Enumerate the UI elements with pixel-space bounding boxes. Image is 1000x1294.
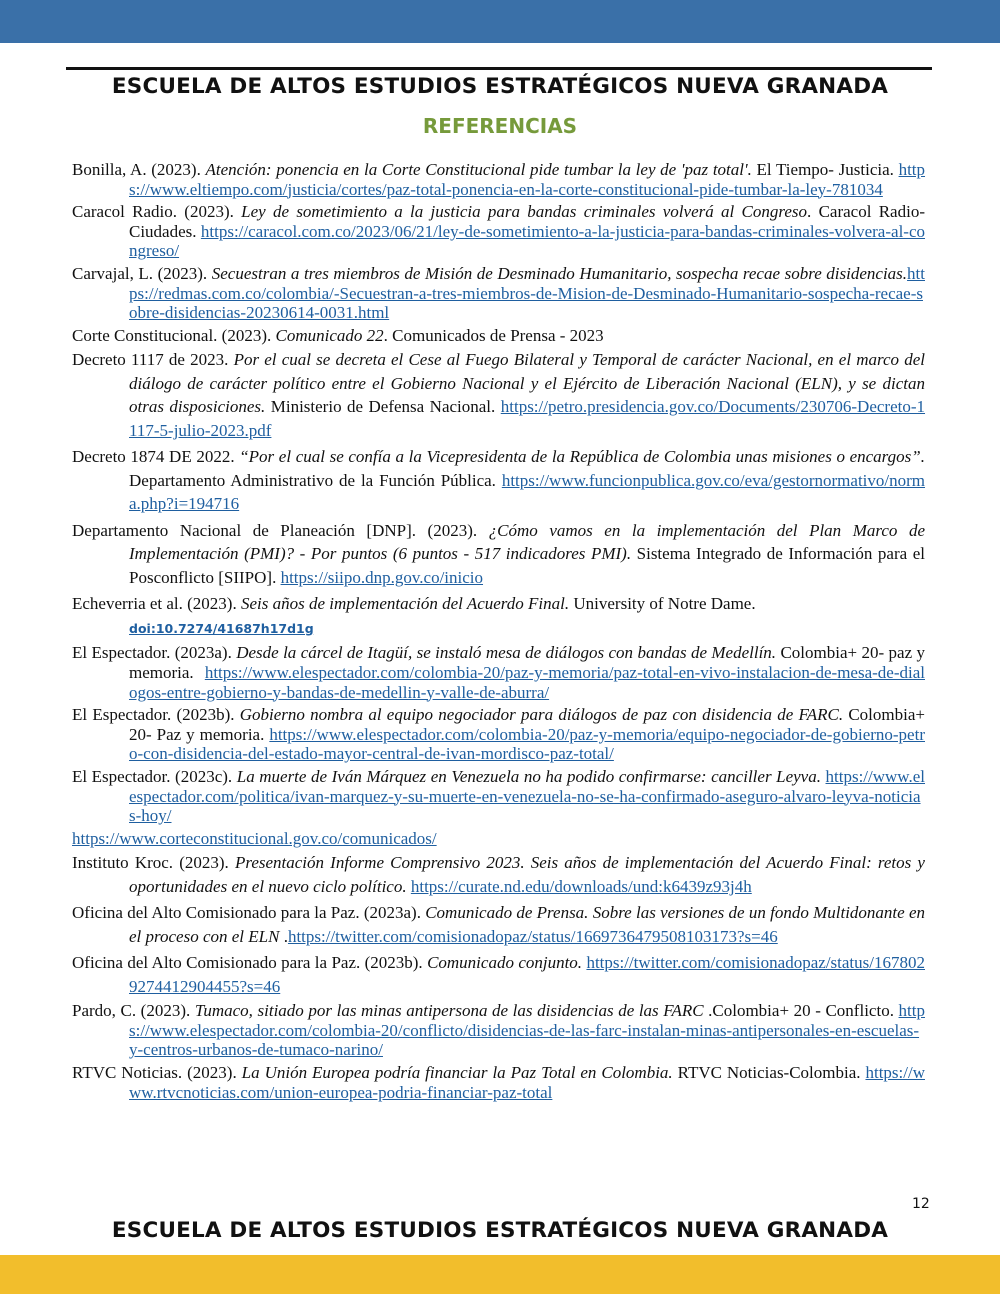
reference-link[interactable]: https://www.elespectador.com/colombia-20/paz-y-memoria/equipo-negociador-de-gobierno-petro-con-disidencia-del-estado-mayor-central-de-ivan-mordisco-paz-total/ [129, 724, 925, 764]
reference-item [72, 901, 925, 948]
reference-author: Oficina del Alto Comisionado para la Paz. (2023a). [72, 903, 426, 923]
reference-title: Desde la cárcel de Itagüí, se instaló mesa de diálogos con bandas de Medellín. [236, 643, 777, 663]
reference-title: La muerte de Iván Márquez en Venezuela no ha podido confirmarse: canciller Leyva. [236, 766, 821, 786]
reference-item [72, 767, 925, 826]
reference-author: Instituto Kroc. (2023). [72, 853, 235, 873]
reference-author: Decreto 1874 DE 2022. [72, 447, 240, 467]
reference-item [72, 348, 925, 442]
standalone-link-line [72, 829, 925, 849]
reference-author: El Espectador. (2023c). [72, 766, 237, 786]
reference-item [72, 445, 925, 516]
reference-title: La Unión Europea podría financiar la Paz Total en Colombia. [241, 1063, 673, 1083]
reference-item [72, 519, 925, 590]
reference-author: Bonilla, A. (2023). [72, 160, 206, 179]
reference-link[interactable]: https://twitter.com/comisionadopaz/status/1678029274412904455?s=46 [129, 953, 925, 996]
reference-link[interactable]: https://redmas.com.co/colombia/-Secuestran-a-tres-miembros-de-Mision-de-Desminado-Humanitario-sospecha-recae-sobre-disidencias-20230614-0031.html [129, 263, 925, 323]
reference-source: .Colombia+ 20 - Conflicto. [703, 1001, 899, 1021]
reference-title: Comunicado 22 [275, 325, 384, 345]
reference-link[interactable]: https://www.rtvcnoticias.com/union-europea-podria-financiar-paz-total [129, 1063, 925, 1102]
footer-title: ESCUELA DE ALTOS ESTUDIOS ESTRATÉGICOS NUEVA GRANADA [111, 1218, 889, 1243]
reference-source: El Tiempo- Justicia. [751, 160, 899, 179]
reference-author: El Espectador. (2023b). [72, 705, 240, 725]
reference-link[interactable]: https://www.elespectador.com/colombia-20/conflicto/disidencias-de-las-farc-instalan-minas-antipersonales-en-escuelas-y-centros-urbanos-de-tumaco-narino/ [129, 1001, 925, 1060]
page-number: 12 [912, 1196, 930, 1212]
bottom-color-band [0, 1255, 1000, 1294]
reference-source: Departamento Administrativo de la Función Pública. [129, 470, 502, 490]
reference-author: Caracol Radio. (2023). [72, 202, 242, 222]
reference-title: ¿Cómo vamos en la implementación del Plan Marco de Implementación (PMI)? - Por puntos (6 puntos - 517 indicadores PMI). [129, 520, 925, 564]
reference-item [72, 592, 925, 640]
reference-title: Secuestran a tres miembros de Misión de Desminado Humanitario, sospecha recae sobre disidencias. [211, 263, 908, 283]
reference-title: Atención: ponencia en la Corte Constitucional pide tumbar la ley de 'paz total'. [205, 160, 752, 179]
reference-link[interactable]: https://www.elespectador.com/colombia-20/paz-y-memoria/paz-total-en-vivo-instalacion-de-mesa-de-dialogos-entre-gobierno-y-bandas-de-medellin-y-valle-de-aburra/ [129, 662, 925, 702]
reference-source: Ministerio de Defensa Nacional. [265, 397, 501, 417]
reference-doi-link[interactable]: doi:10.7274/41687h17d1g [129, 620, 314, 636]
reference-title: Gobierno nombra al equipo negociador para diálogos de paz con disidencia de FARC. [239, 705, 844, 725]
reference-link[interactable]: https://www.elespectador.com/politica/ivan-marquez-y-su-muerte-en-venezuela-no-se-ha-confirmado-aseguro-alvaro-leyva-noticias-hoy/ [129, 766, 925, 826]
reference-link[interactable]: https://caracol.com.co/2023/06/21/ley-de-sometimiento-a-la-justicia-para-bandas-criminales-volvera-al-congreso/ [129, 221, 925, 261]
reference-title: Seis años de implementación del Acuerdo Final. [240, 594, 570, 614]
reference-source: Colombia+ 20- paz y memoria. [129, 643, 925, 682]
reference-source: University of Notre Dame. [569, 594, 756, 614]
reference-link[interactable]: https://www.funcionpublica.gov.co/eva/gestornormativo/norma.php?i=194716 [129, 470, 925, 514]
reference-author: Carvajal, L. (2023). [72, 263, 212, 283]
reference-author: Corte Constitucional. (2023). [72, 325, 276, 345]
reference-source: . Caracol Radio- Ciudades. [129, 202, 925, 241]
reference-link[interactable]: https://petro.presidencia.gov.co/Documents/230706-Decreto-1117-5-julio-2023.pdf [129, 397, 926, 440]
reference-source: . [279, 926, 288, 946]
reference-link[interactable]: https://twitter.com/comisionadopaz/status/1669736479508103173?s=46 [287, 926, 778, 946]
reference-author: RTVC Noticias. (2023). [72, 1063, 242, 1083]
reference-item [72, 264, 925, 323]
reference-author: El Espectador. (2023a). [72, 643, 237, 663]
reference-source: Sistema Integrado de Información para el Posconflicto [SIIPO]. [129, 544, 925, 587]
reference-title: Presentación Informe Comprensivo 2023. Seis años de implementación del Acuerdo Final: retos y oportunidades en el nuevo ciclo político. [129, 853, 925, 896]
reference-item [72, 951, 925, 998]
reference-author: Pardo, C. (2023). [72, 1001, 195, 1021]
reference-item [72, 851, 925, 898]
reference-item [72, 1063, 925, 1102]
reference-item [72, 160, 925, 199]
references-list [72, 160, 925, 1105]
reference-link[interactable]: https://www.eltiempo.com/justicia/cortes/paz-total-ponencia-en-la-corte-constitucional-pide-tumbar-la-ley-781034 [129, 160, 926, 199]
header-rule [66, 67, 932, 70]
reference-title: Por el cual se decreta el Cese al Fuego Bilateral y Temporal de carácter Nacional, en el marco del diálogo de carácter político entre el Gobierno Nacional y el Ejército de Liberación Nacional (ELN), y se dictan otras disposiciones. [129, 350, 925, 417]
reference-title: Comunicado conjunto. [427, 953, 583, 973]
reference-source: . Comunicados de Prensa - 2023 [383, 325, 604, 345]
reference-author: Departamento Nacional de Planeación [DNP]. (2023). [72, 520, 489, 540]
reference-author: Oficina del Alto Comisionado para la Paz. (2023b). [72, 953, 428, 973]
reference-source: Colombia+ 20- Paz y memoria. [129, 705, 925, 744]
top-color-band [0, 0, 1000, 43]
reference-link[interactable]: https://www.corteconstitucional.gov.co/comunicados/ [72, 828, 437, 848]
reference-title: Tumaco, sitiado por las minas antipersona de las disidencias de las FARC [194, 1001, 704, 1021]
reference-author: Echeverria et al. (2023). [72, 594, 241, 614]
reference-item [72, 1001, 925, 1060]
reference-title: “Por el cual se confía a la Vicepresidenta de la República de Colombia unas misiones o encargos”. [239, 447, 925, 467]
reference-source: RTVC Noticias-Colombia. [672, 1063, 866, 1083]
header-title: ESCUELA DE ALTOS ESTUDIOS ESTRATÉGICOS NUEVA GRANADA [111, 74, 889, 99]
reference-link[interactable]: https://curate.nd.edu/downloads/und:k6439z93j4h [410, 876, 752, 896]
reference-author: Decreto 1117 de 2023. [72, 350, 234, 370]
reference-item [72, 643, 925, 702]
reference-item [72, 705, 925, 764]
reference-title: Ley de sometimiento a la justicia para bandas criminales volverá al Congreso [241, 202, 808, 222]
reference-item [72, 202, 925, 261]
section-title: REFERENCIAS [422, 114, 578, 138]
reference-title: Comunicado de Prensa. Sobre las versiones de un fondo Multidonante en el proceso con el ELN [129, 903, 925, 946]
reference-link[interactable]: https://siipo.dnp.gov.co/inicio [280, 567, 484, 587]
reference-item [72, 326, 925, 346]
